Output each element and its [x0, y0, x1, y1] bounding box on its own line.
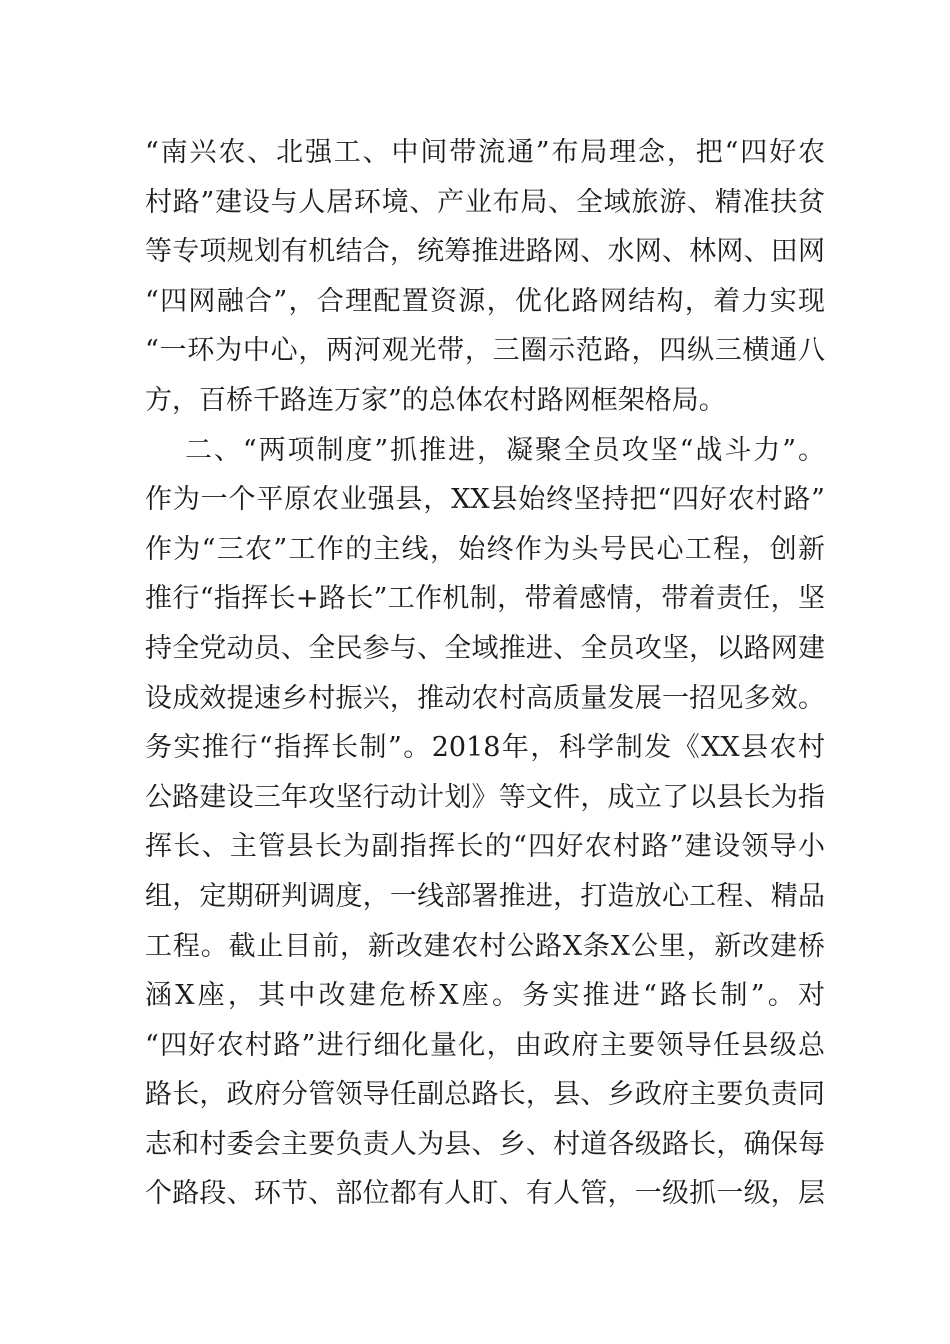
text-line-11: 持全党动员、全民参与、全域推进、全员攻坚，以路网建	[145, 632, 825, 664]
text-line-18: 涵X座，其中改建危桥X座。务实推进“路长制”。对	[145, 980, 825, 1012]
text-line-14: 公路建设三年攻坚行动计划》等文件，成立了以县长为指	[145, 781, 825, 813]
text-line-20: 路长，政府分管领导任副总路长，县、乡政府主要负责同	[145, 1079, 825, 1111]
text-line-15: 挥长、主管县长为副指挥长的“四好农村路”建设领导小	[145, 831, 825, 863]
text-line-3: 等专项规划有机结合，统筹推进路网、水网、林网、田网	[145, 236, 825, 268]
text-line-8: 作为一个平原农业强县，XX县始终坚持把“四好农村路”	[145, 484, 825, 516]
text-line-21: 志和村委会主要负责人为县、乡、村道各级路长，确保每	[145, 1128, 825, 1160]
text-line-2: 村路”建设与人居环境、产业布局、全域旅游、精准扶贫	[145, 186, 825, 218]
text-line-1: “南兴农、北强工、中间带流通”布局理念，把“四好农	[145, 137, 825, 168]
text-line-19: “四好农村路”进行细化量化，由政府主要领导任县级总	[145, 1029, 825, 1061]
text-line-5: “一环为中心，两河观光带，三圈示范路，四纵三横通八	[145, 335, 825, 367]
text-line-4: “四网融合”，合理配置资源，优化路网结构，着力实现	[145, 285, 825, 317]
text-line-13: 务实推行“指挥长制”。2018年，科学制发《XX县农村	[145, 732, 825, 764]
text-line-6: 方，百桥千路连万家”的总体农村路网框架格局。	[145, 384, 726, 416]
text-line-9: 作为“三农”工作的主线，始终作为头号民心工程，创新	[145, 533, 825, 565]
text-line-10: 推行“指挥长+路长”工作机制，带着感情，带着责任，坚	[145, 583, 825, 615]
text-line-17: 工程。截止目前，新改建农村公路X条X公里，新改建桥	[145, 930, 825, 962]
text-line-22: 个路段、环节、部位都有人盯、有人管，一级抓一级，层	[145, 1178, 825, 1210]
section-heading: 二、“两项制度”抓推进，凝聚全员攻坚“战斗力”。	[185, 434, 825, 466]
body-text	[145, 128, 825, 1219]
text-line-12: 设成效提速乡村振兴，推动农村高质量发展一招见多效。	[145, 682, 825, 714]
text-line-16: 组，定期研判调度，一线部署推进，打造放心工程、精品	[145, 880, 825, 912]
